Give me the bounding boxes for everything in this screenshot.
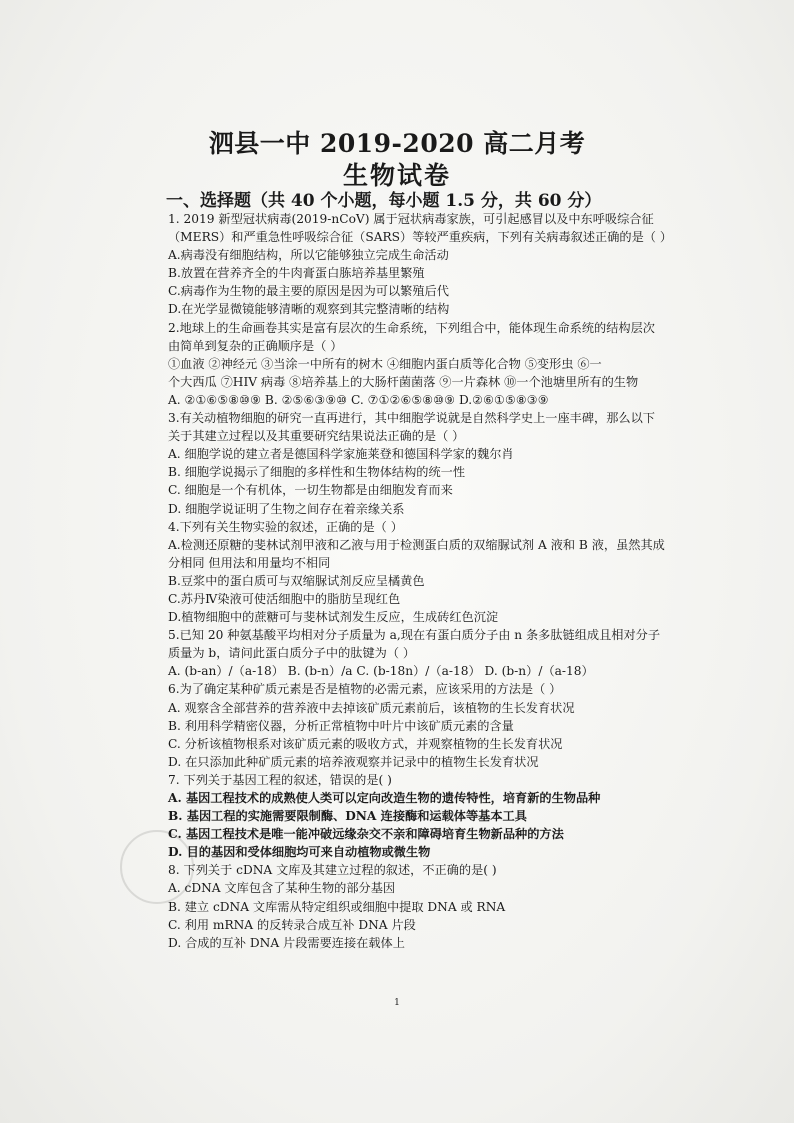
exam-subject-title: 生物试卷	[342, 161, 451, 190]
page-number: 1	[394, 998, 400, 1008]
text-line: 4.下列有关生物实验的叙述，正确的是（ ）	[168, 519, 403, 534]
text-line: C. 利用 mRNA 的反转录合成互补 DNA 片段	[168, 917, 416, 932]
text-line: D.植物细胞中的蔗糖可与斐林试剂发生反应，生成砖红色沉淀	[168, 610, 499, 625]
text-line: 质量为 b，请问此蛋白质分子中的肽键为（ ）	[168, 646, 416, 661]
text-line: D. 合成的互补 DNA 片段需要连接在载体上	[168, 935, 405, 950]
text-line: 关于其建立过程以及其重要研究结果说法正确的是（ ）	[168, 429, 465, 444]
text-line: 由简单到复杂的正确顺序是（ ）	[168, 338, 343, 353]
text-line: B. 建立 cDNA 文库需从特定组织或细胞中提取 DNA 或 RNA	[168, 899, 506, 914]
text-line: 1. 2019 新型冠状病毒(2019-nCoV) 属于冠状病毒家族，可引起感冒以及中东呼吸综合征	[168, 212, 654, 226]
text-line: A. cDNA 文库包含了某种生物的部分基因	[168, 881, 396, 896]
text-line: 6.为了确定某种矿质元素是否是植物的必需元素，应该采用的方法是（ ）	[168, 682, 562, 697]
text-line: C. 基因工程技术是唯一能冲破远缘杂交不亲和障碍培育生物新品种的方法	[168, 827, 564, 842]
text-line: B. 细胞学说揭示了细胞的多样性和生物体结构的统一性	[168, 465, 466, 480]
text-line: B.豆浆中的蛋白质可与双缩脲试剂反应呈橘黄色	[168, 573, 425, 588]
question-body	[168, 210, 728, 952]
text-line: A. 观察含全部营养的营养液中去掉该矿质元素前后，该植物的生长发育状况	[168, 700, 575, 715]
text-line: A. (b-an）/（a-18） B. (b-n）/a C. (b-18n）/（a-18） D. (b-n）/（a-18）	[168, 664, 594, 679]
text-line: 5.已知 20 种氨基酸平均相对分子质量为 a,现在有蛋白质分子由 n 条多肽链组成且相对分子	[168, 628, 661, 643]
text-line: 3.有关动植物细胞的研究一直再进行，其中细胞学说就是自然科学史上一座丰碑，那么以下	[168, 411, 655, 426]
text-line: D. 细胞学说证明了生物之间存在着亲缘关系	[168, 501, 405, 516]
text-line: 分相同 但用法和用量均不相同	[168, 555, 331, 570]
text-line: A. ②①⑥⑤⑧⑩⑨ B. ②⑤⑥③⑨⑩ C. ⑦①②⑥⑤⑧⑩⑨ D.②⑥①⑤⑧③⑨	[168, 392, 549, 407]
text-line: B.放置在营养齐全的牛肉膏蛋白胨培养基里繁殖	[168, 266, 425, 281]
text-line: 2.地球上的生命画卷其实是富有层次的生命系统，下列组合中，能体现生命系统的结构层次	[168, 320, 655, 335]
text-line: A. 细胞学说的建立者是德国科学家施莱登和德国科学家的魏尔肖	[168, 447, 514, 462]
text-line: 个大西瓜 ⑦HIV 病毒 ⑧培养基上的大肠杆菌菌落 ⑨一片森林 ⑩一个池塘里所有的生物	[168, 374, 639, 389]
section-heading: 一、选择题（共 40 个小题，每小题 1.5 分，共 60 分）	[166, 191, 602, 211]
exam-title: 泗县一中 2019-2020 高二月考	[208, 129, 586, 158]
text-line: C. 细胞是一个有机体，一切生物都是由细胞发育而来	[168, 483, 453, 498]
text-line: D.在光学显微镜能够清晰的观察到其完整清晰的结构	[168, 302, 450, 317]
text-line: 7. 下列关于基因工程的叙述，错误的是( )	[168, 772, 392, 787]
text-line: C.苏丹Ⅳ染液可使活细胞中的脂肪呈现红色	[168, 591, 401, 606]
text-line: A.检测还原糖的斐林试剂甲液和乙液与用于检测蛋白质的双缩脲试剂 A 液和 B 液，虽然其成	[168, 537, 665, 552]
text-line: C.病毒作为生物的最主要的原因是因为可以繁殖后代	[168, 284, 449, 299]
text-line: D. 在只添加此种矿质元素的培养液观察并记录中的植物生长发育状况	[168, 754, 539, 769]
text-line: C. 分析该植物根系对该矿质元素的吸收方式，并观察植物的生长发育状况	[168, 736, 563, 751]
text-line: 8. 下列关于 cDNA 文库及其建立过程的叙述，不正确的是( )	[168, 863, 497, 878]
text-line: A.病毒没有细胞结构，所以它能够独立完成生命活动	[168, 248, 449, 263]
text-line: B. 利用科学精密仪器，分析正常植物中叶片中该矿质元素的含量	[168, 718, 514, 733]
text-line: （MERS）和严重急性呼吸综合征（SARS）等较严重疾病，下列有关病毒叙述正确的是（ ）	[168, 230, 673, 245]
text-line: B. 基因工程的实施需要限制酶、DNA 连接酶和运载体等基本工具	[168, 809, 527, 824]
text-line: ①血液 ②神经元 ③当涂一中所有的树木 ④细胞内蛋白质等化合物 ⑤变形虫 ⑥一	[168, 356, 602, 371]
text-line: A. 基因工程技术的成熟使人类可以定向改造生物的遗传特性，培育新的生物品种	[168, 791, 601, 805]
text-line: D. 目的基因和受体细胞均可来自动植物或微生物	[168, 845, 431, 860]
